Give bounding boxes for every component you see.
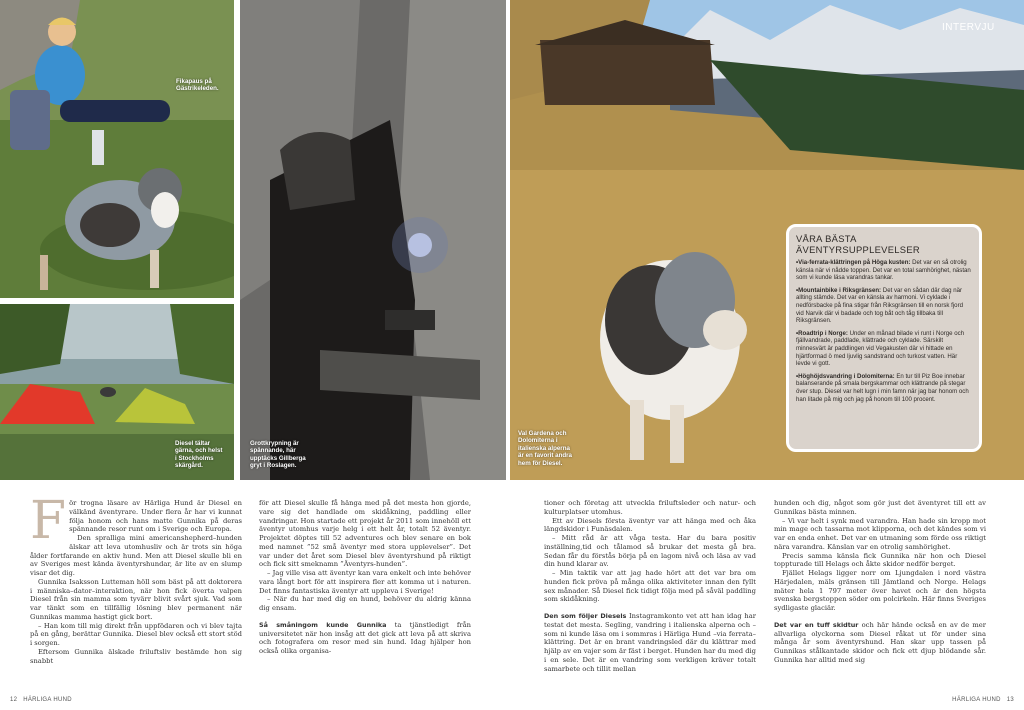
paragraph: tioner och företag att utveckla friluftsleder och natur- och kulturplatser utomhus. [544,499,756,516]
paragraph: – När du har med dig en hund, behöver du aldrig känna dig ensam. [259,595,471,612]
paragraph: Den spralliga mini americanshepherd–hunden älskar att leva utomhusliv och är trots sin höga ålder fortfarande en aktiv hund. Men att Diesel skulle bli en av Sveriges mest kända äventyrshundar, är lite av en slump visar det dig. [30,534,242,577]
section-tag: INTERVJU [942,22,995,33]
photo-cave-crawling [240,0,506,480]
paragraph: Precis samma känsla fick Gunnika när hon och Diesel toppturade till Helags och åkte skidor nedför berget. [774,551,986,569]
paragraph: hunden och dig, något som gör just det äventyret till ett av Gunnikas bästa minnen. [774,499,986,516]
footer-left [10,697,72,703]
article-column-2 [259,499,471,656]
caption-diesel-taltar: Diesel tältar gärna, och helst i Stockholms skärgård. [175,440,223,470]
paragraph: Fjället Helags ligger norr om Ljungdalen i nord västra Härjedalen, mäls gränsen till Jämtland och Norge. Helags mäter hela 1 797 meter över havet och är den högsta svenska bergstoppen söder om polcirkeln. Här finns Sveriges sydligaste glaciär. [774,569,986,612]
paragraph: – Vi var helt i synk med varandra. Han hade sin kropp mot min mage och tassarna mot klipporna, och det kändes som vi var en enda enhet. Det var en utmaning som förde oss riktigt nära varandra. Känslan var en otrolig samhörighet. [774,516,986,551]
infobox-item: •Mountainbike i Riksgränsen: Det var en sådan där dag när allting stämde. Det var en känsla av harmoni. Vi cyklade i nedförsbacke på fina stigar från Riksgränsen till en norsk fjord vid Narvik där vi badade och tog båt och tåg tillbaka till Riksgränsen. [796,286,963,325]
article-column-3 [544,499,756,673]
page-number: 13 [1006,697,1014,703]
article-column-4 [774,499,986,665]
paragraph: – Jag ville visa att äventyr kan vara enkelt och inte behöver vara långt bort för att inspirera fler att komma ut i naturen. Det finns fantastiska äventyr att uppleva i Sverige! [259,569,471,595]
magazine-name: HÄRLIGA HUND [23,697,72,703]
paragraph: Gunnika Isaksson Lutteman höll som bäst på att doktorera i människa–dator–interaktion, när hon fick överta valpen Diesel från sin mamma som tyvärr blivit svårt sjuk. Vad som var tänkt som en tillfällig lösning blev permanent när Gunnikas mamma hastigt gick bort. [30,577,242,621]
footer-right [952,697,1014,703]
caption-fikapaus: Fikapaus på Gästrikeleden. [176,78,219,93]
infobox-title: VÅRA BÄSTA ÄVENTYRSUPPLEVELSER [796,233,920,255]
adventures-infobox [786,224,982,452]
photo-woman-with-dog [0,0,234,298]
paragraph: Eftersom Gunnika älskade friluftsliv bestämde hon sig snabbt [30,647,242,665]
infobox-item: •Höghöjdsvandring i Dolomiterna: En tur till Piz Boe innebar balanserande på smala bergskammar och klättrande på stegar över stup. Diesel var helt lugn i min famn när jag bar honom och han litade på mig och jag på honom till 100 procent. [796,372,969,403]
infobox-item: •Roadtrip i Norge: Under en månad bilade vi runt i Norge och fjällvandrade, paddlade, klättrade och cyklade. Särskilt minnesvärt är paddlingen vid Vegakusten där vi hittade en hjärtformad ö med ljuvlig sandstrand och turkost vatten. Här levde vi gott. [796,329,965,368]
page-number: 12 [10,697,18,703]
article-column-1 [30,491,242,665]
paragraph: Så småningom kunde Gunnika ta tjänstledigt från universitetet när hon insåg att det gick att leva på att skriva och fotografera om resor med sin hund. Idag hjälper hon också olika organisa- [259,620,472,655]
drop-cap: F [30,491,67,551]
paragraph: för att Diesel skulle få hänga med på det mesta hon gjorde, vare sig det handlade om skidåkning, paddling eller vandringar. Hon startade ett projekt år 2011 som innehöll ett äventyr utomhus varje helg i ett helt år, totalt 52 äventyr. Projektet döptes till 52 adventures och blev senare en bok med namnet ”52 små äventyr med stora upplevelser”. Det var under det året som Diesel blev äventyrshund på riktigt och fick sitt smeknamn ”Äventyrs-hunden”. [259,499,471,569]
infobox-item: •Via-ferrata-klättringen på Höga kusten: Det var en så otrolig känsla när vi nådde toppen. Det var en total samhörighet, nästan som vi kunde läsa varandras tankar. [796,259,971,282]
paragraph: – Mitt råd är att våga testa. Har du bara positiv inställning,tid och tålamod så brukar det mesta gå bra. Sedan får du förstås börja på en lagom nivå och läsa av vad din hund klarar av. [544,534,756,569]
paragraph: Den som följer Diesels Instagramkonto vet att han idag har testat det mesta. Segling, vandring i italienska alperna och – som ni kunde läsa om i sommras i Härliga Hund –via ferrata–klättring. Det är en brant vandringsled där du klättrar med hjälp av en vajer som är fäst i berget. Hunden har du med dig i en sele. Det är en vandring som verkligen kräver totalt samarbete och tillit mellan [544,612,756,673]
paragraph: ör trogna läsare av Härliga Hund är Diesel en välkänd äventyrare. Under flera år har vi kunnat följa honom och hans matte Gunnika på deras spännande resor runt om i Sverige och Europa. [69,499,242,534]
magazine-name: HÄRLIGA HUND [952,697,1001,703]
caption-grottkrypning: Grottkrypning är spännande, här upptäcks Gillberga gryt i Roslagen. [250,440,306,470]
paragraph: Det var en tuff skidtur och här hände också en av de mer allvarliga olyckorna som Diesel råkat ut för under sina många år som äventyrshund. Han skar upp tassen på Gunnikas stålkantade skidor och fick ett djup blödande sår. Gunnika har alltid med sig [774,620,986,664]
paragraph: Ett av Diesels första äventyr var att hänga med och åka längdskidor i Funäsdalen. [544,516,756,534]
paragraph: – Han kom till mig direkt från uppfödaren och vi blev tajta på en gång, berättar Gunnika. Diesel blev också ett stort stöd i sorgen. [30,621,242,647]
caption-val-gardena: Val Gardena och Dolomiterna i italienska alperna är en favorit andra hem för Diesel. [518,430,572,467]
paragraph: – Min taktik var att jag hade hört att det var bra om hunden fick pröva på många olika aktiviteter innan den fyllt sex månader. Så Diesel fick tidigt följa med på såväl paddling som skidåkning. [544,569,756,604]
